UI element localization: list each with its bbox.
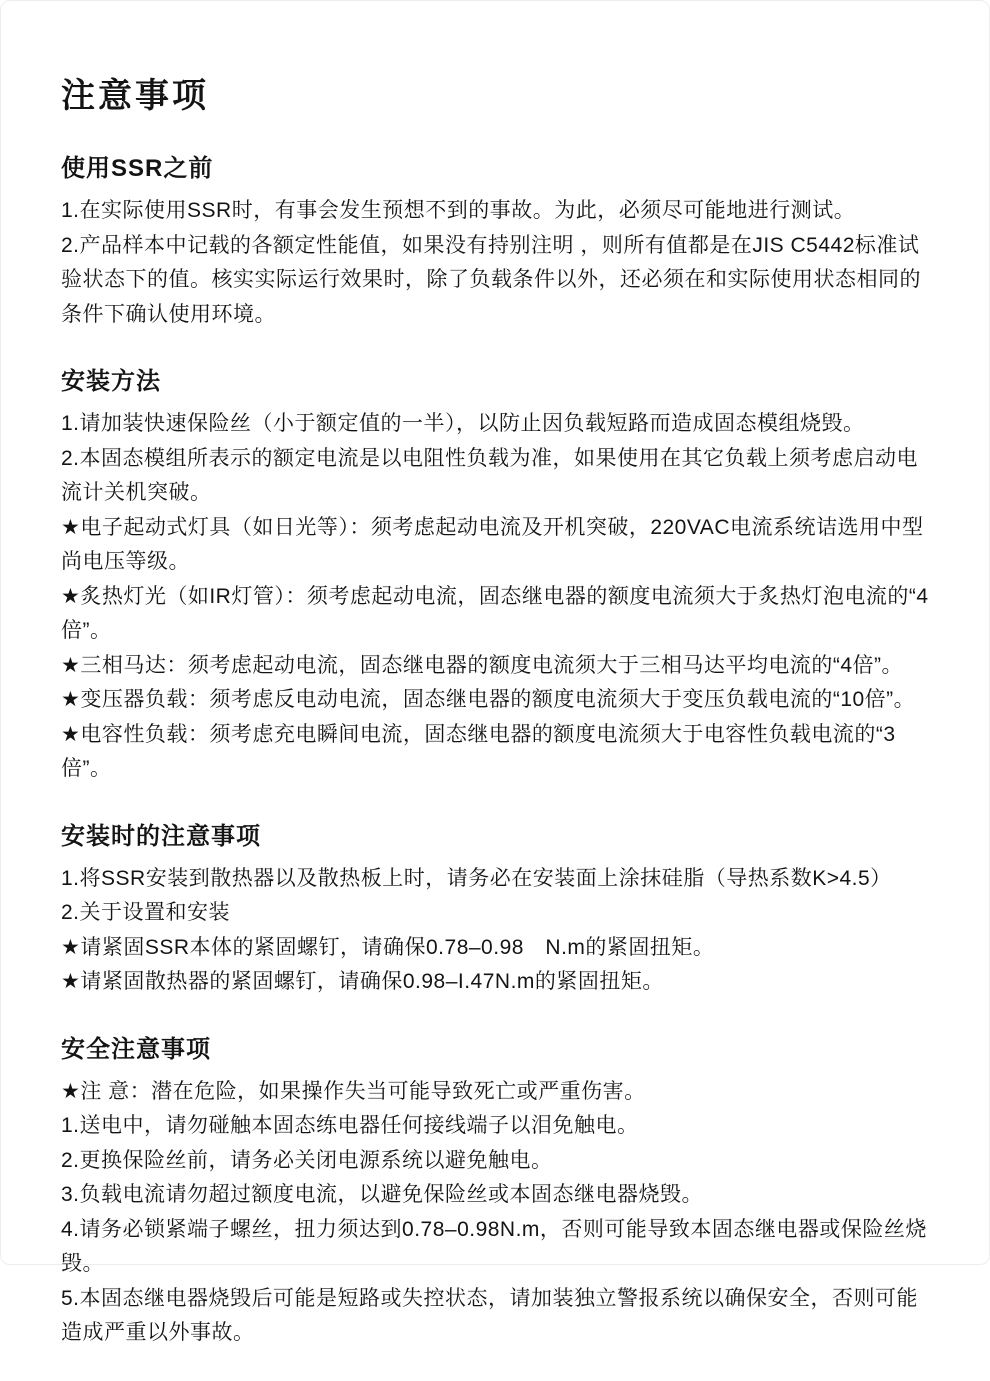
paragraph: 2.更换保险丝前，请务必关闭电源系统以避免触电。	[61, 1148, 553, 1172]
section-heading: 安装时的注意事项	[61, 822, 261, 850]
section-heading: 安全注意事项	[61, 1035, 211, 1063]
paragraph: 3.负载电流请勿超过额度电流，以避免保险丝或本固态继电器烧毁。	[61, 1183, 704, 1206]
page-title: 注意事项	[61, 77, 209, 115]
paragraph: ★请紧固SSR本体的紧固螺钉，请确保0.78–0.98 N.m的紧固扭矩。	[61, 935, 715, 959]
paragraph: 1.在实际使用SSR时，有事会发生预想不到的事故。为此，必须尽可能地进行测试。	[61, 199, 856, 222]
paragraph: 2.产品样本中记载的各额定性能值，如果没有持别注明 ，则所有值都是在JIS C5442标准试验状态下的值。核实实际运行效果时，除了负载条件以外，还必须在和实际使用状态相同的条件下确认使用环境。	[61, 233, 921, 326]
paragraph: 1.请加装快速保险丝（小于额定值的一半），以防止因负载短路而造成固态模组烧毁。	[61, 412, 865, 435]
paragraph: ★电容性负载：须考虑充电瞬间电流，固态继电器的额度电流须大于电容性负载电流的“3倍”。	[61, 722, 896, 780]
paragraph: ★电子起动式灯具（如日光等）：须考虑起动电流及开机突破，220VAC电流系统诘选用中型尚电压等级。	[61, 515, 924, 573]
paragraph: 2.关于设置和安装	[61, 901, 231, 924]
section-heading: 安装方法	[61, 368, 161, 395]
section-heading: 使用SSR之前	[61, 155, 214, 182]
document-section	[61, 366, 937, 787]
paragraph: 5.本固态继电器烧毁后可能是短路或失控状态，请加装独立警报系统以确保安全，否则可能造成严重以外事故。	[61, 1286, 919, 1344]
paragraph: 1.将SSR安装到散热器以及散热板上时，请务必在安装面上涂抹硅脂（导热系数K>4.5）	[61, 866, 892, 890]
paragraph: ★三相马达：须考虑起动电流，固态继电器的额度电流须大于三相马达平均电流的“4倍”。	[61, 653, 903, 677]
paragraph: ★请紧固散热器的紧固螺钉，请确保0.98–I.47N.m的紧固扭矩。	[61, 970, 664, 993]
paragraph: 4.请务必锁紧端子螺丝，扭力须达到0.78–0.98N.m，否则可能导致本固态继电器或保险丝烧毁。	[61, 1217, 927, 1275]
paragraph: ★变压器负载：须考虑反电动电流，固态继电器的额度电流须大于变压负载电流的“10倍”。	[61, 688, 916, 711]
sections-container	[61, 153, 937, 1351]
document-section	[61, 821, 937, 1000]
paragraph: 2.本固态模组所表示的额定电流是以电阻性负载为准，如果使用在其它负载上须考虑启动电流计关机突破。	[61, 446, 919, 504]
document-content	[1, 1, 989, 1381]
document-section	[61, 153, 937, 332]
document-section	[61, 1034, 937, 1351]
paragraph: 1.送电中，请勿碰触本固态练电器任何接线端子以泪免触电。	[61, 1114, 639, 1137]
paragraph: ★注 意：潜在危险，如果操作失当可能导致死亡或严重伤害。	[61, 1079, 646, 1103]
paragraph: ★炙热灯光（如IR灯管）：须考虑起动电流，固态继电器的额度电流须大于炙热灯泡电流的“4倍”。	[61, 584, 929, 642]
